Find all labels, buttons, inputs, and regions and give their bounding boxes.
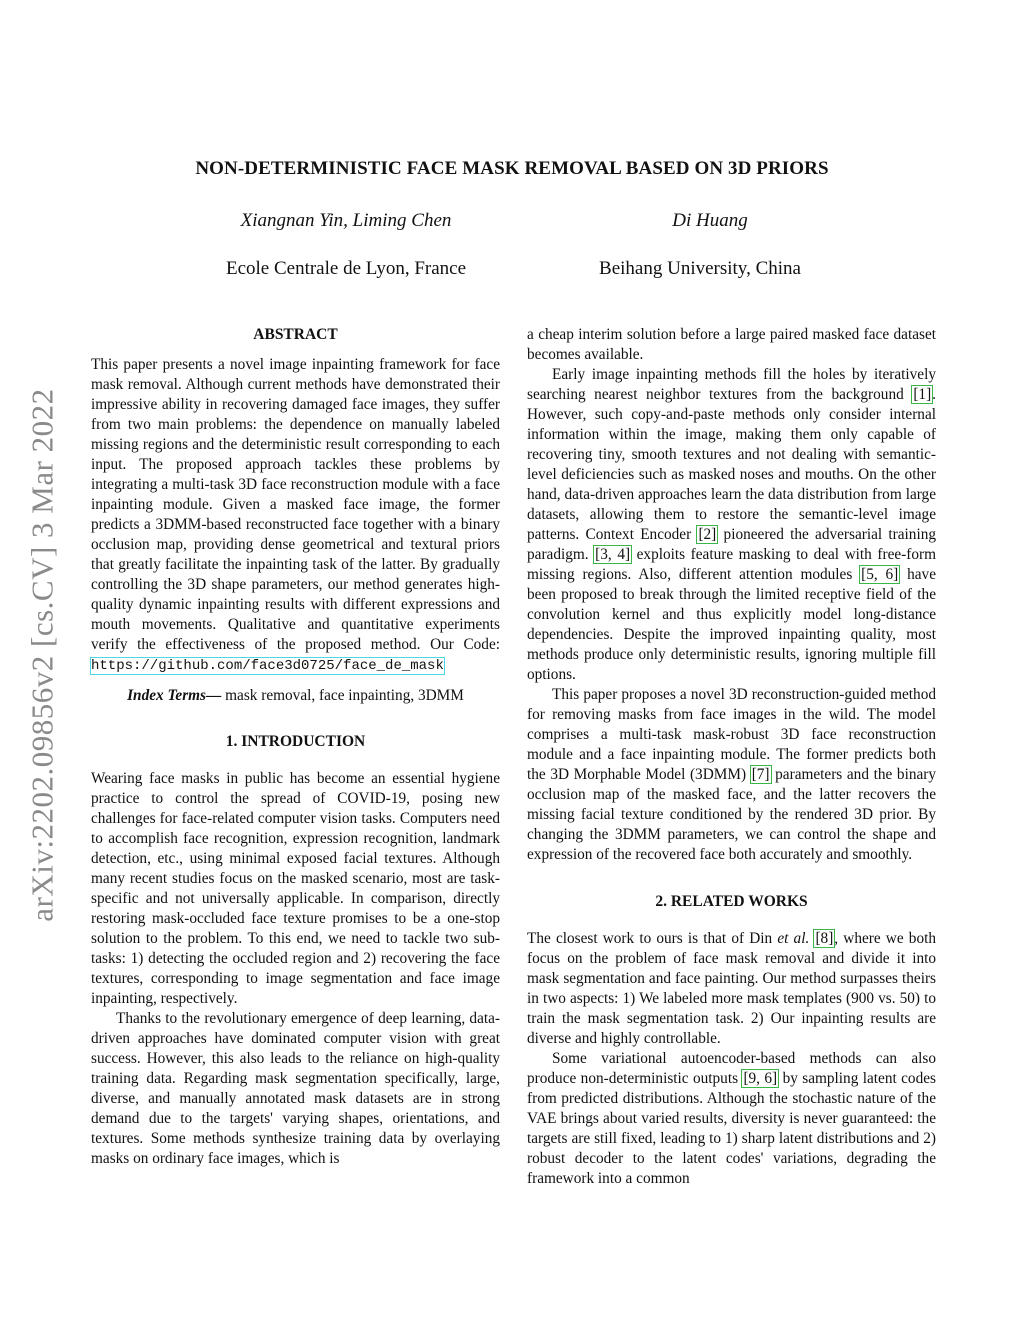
text-run: have been proposed to break through the limited receptive field of the convolution kernel and thus explicitly model long-distance dependencies. Despite the improved inpainting quality, most methods produce only deterministic results, ignoring multiple fill options.: [527, 566, 936, 683]
author-names-left: Xiangnan Yin, Liming Chen: [240, 210, 452, 231]
citation-8[interactable]: [8]: [815, 930, 834, 947]
text-run: by sampling latent codes from predicted distributions. Although the stochastic nature of the VAE brings about varied results, diversity is never guaranteed: the targets are still fixed, leading to 1) sharp latent distributions and 2) robust decoder to the latent codes' variations, degrading the framework into a common: [527, 1070, 936, 1187]
intro-paragraph-1: Wearing face masks in public has become an essential hygiene practice to control the spread of COVID-19, posing new challenges for face-related computer vision tasks. Computers need to accomplish face recognition, expression recognition, landmark detection, etc., using minimal exposed facial textures. Although many recent studies focus on the masked scenario, most are task-specific and not universally applicable. In comparison, directly restoring mask-occluded face texture promises to be a one-stop solution to the problem. To this end, we need to tackle two sub-tasks: 1) detecting the occluded region and 2) recovering the face textures, corresponding to image segmentation and face image inpainting, respectively.: [91, 770, 500, 1007]
intro-heading: 1. INTRODUCTION: [225, 733, 366, 750]
abstract-text: [91, 355, 500, 676]
text-run: , where we both focus on the problem of face mask removal and divide it into mask segmentation and face painting. Our method surpasses theirs in two aspects: 1) We labeled more mask templates (900 vs. 50) to train the mask segmentation task. 2) Our inpainting results are diverse and highly controllable.: [527, 930, 936, 1047]
citation-5-6[interactable]: [5, 6]: [861, 566, 899, 583]
text-run: Some variational autoencoder-based methods can also produce non-deterministic outputs: [527, 1050, 936, 1087]
left-column: [91, 325, 500, 1169]
arxiv-side-label: [22, 355, 64, 955]
index-terms-text: mask removal, face inpainting, 3DMM: [225, 687, 464, 704]
text-run: This paper proposes a novel 3D reconstruction-guided method for removing masks from face images in the wild. The model comprises a multi-task mask-robust 3D face reconstruction module and a face inpainting module. The former predicts both the 3D Morphable Model (3DMM): [527, 686, 936, 783]
intro-paragraph-2: Thanks to the revolutionary emergence of deep learning, data-driven approaches have dominated computer vision with great success. However, this also leads to the reliance on high-quality training data. Regarding mask segmentation specifically, large, diverse, and manually annotated mask datasets are in strong demand due to the targets' varying shapes, orientations, and textures. Some methods synthesize training data by overlaying masks on ordinary face images, which is: [91, 1010, 500, 1167]
right-column: [527, 325, 936, 1189]
related-paragraph-2: [527, 1049, 936, 1189]
text-run: pioneered the adversarial training paradigm.: [527, 526, 936, 563]
affiliation-right: Beihang University, China: [599, 258, 801, 279]
intro-paragraph-3: a cheap interim solution before a large paired masked face dataset becomes available.: [527, 326, 936, 363]
related-paragraph-1: [527, 929, 936, 1049]
citation-7[interactable]: [7]: [751, 766, 770, 783]
et-al: et al.: [777, 930, 810, 947]
citation-2[interactable]: [2]: [698, 526, 717, 543]
arxiv-id-text: arXiv:2202.09856v2 [cs.CV] 3 Mar 2022: [25, 388, 61, 922]
text-run: The closest work to ours is that of Din: [527, 930, 773, 947]
text-run: Early image inpainting methods fill the holes by iteratively searching nearest neighbor textures from the background: [527, 366, 936, 403]
code-link[interactable]: https://github.com/face3d0725/face_de_mask: [91, 658, 444, 674]
intro-paragraph-4: [527, 365, 936, 685]
abstract-body: This paper presents a novel image inpainting framework for face mask removal. Although current methods have demonstrated their impressive ability in recovering damaged face images, they suffer from two main problems: the dependence on manually labeled missing regions and the deterministic result corresponding to each input. The proposed approach tackles these problems by integrating a multi-task 3D face reconstruction module with a face inpainting module. Given a masked face image, the former predicts a 3DMM-based reconstructed face together with a binary occlusion map, providing dense geometrical and textural priors that greatly facilitate the inpainting task of the latter. By gradually controlling the 3D shape parameters, our method generates high-quality dynamic inpainting results with different expressions and mouth movements. Qualitative and quantitative experiments verify the effectiveness of the proposed method. Our Code:: [91, 356, 500, 653]
intro-paragraph-5: [527, 685, 936, 865]
paper-title: NON-DETERMINISTIC FACE MASK REMOVAL BASED ON 3D PRIORS: [195, 158, 829, 179]
index-terms-label: Index Terms—: [127, 687, 222, 704]
text-run: parameters and the binary occlusion map of the masked face, and the latter recovers the missing facial texture conditioned by the rendered 3D prior. By changing the 3DMM parameters, we can control the shape and expression of the recovered face both accurately and smoothly.: [527, 766, 936, 863]
author-names-right: Di Huang: [672, 210, 748, 231]
affiliation-left: Ecole Centrale de Lyon, France: [225, 258, 467, 279]
citation-9-6[interactable]: [9, 6]: [743, 1070, 778, 1087]
index-terms: [91, 686, 500, 706]
text-run: . However, such copy-and-paste methods only consider internal information within the image, making them only capable of recovering tiny, smooth textures and not dealing with semantic-level deficiencies such as masked noses and mouths. On the other hand, data-driven approaches learn the data distribution from large datasets, allowing them to restore the semantic-level image patterns. Context Encoder: [527, 386, 936, 543]
citation-3-4[interactable]: [3, 4]: [595, 546, 631, 563]
citation-1[interactable]: [1]: [913, 386, 932, 403]
related-heading: 2. RELATED WORKS: [655, 893, 808, 910]
abstract-heading: ABSTRACT: [253, 326, 338, 343]
text-run: exploits feature masking to deal with free-form missing regions. Also, different attention modules: [527, 546, 936, 583]
